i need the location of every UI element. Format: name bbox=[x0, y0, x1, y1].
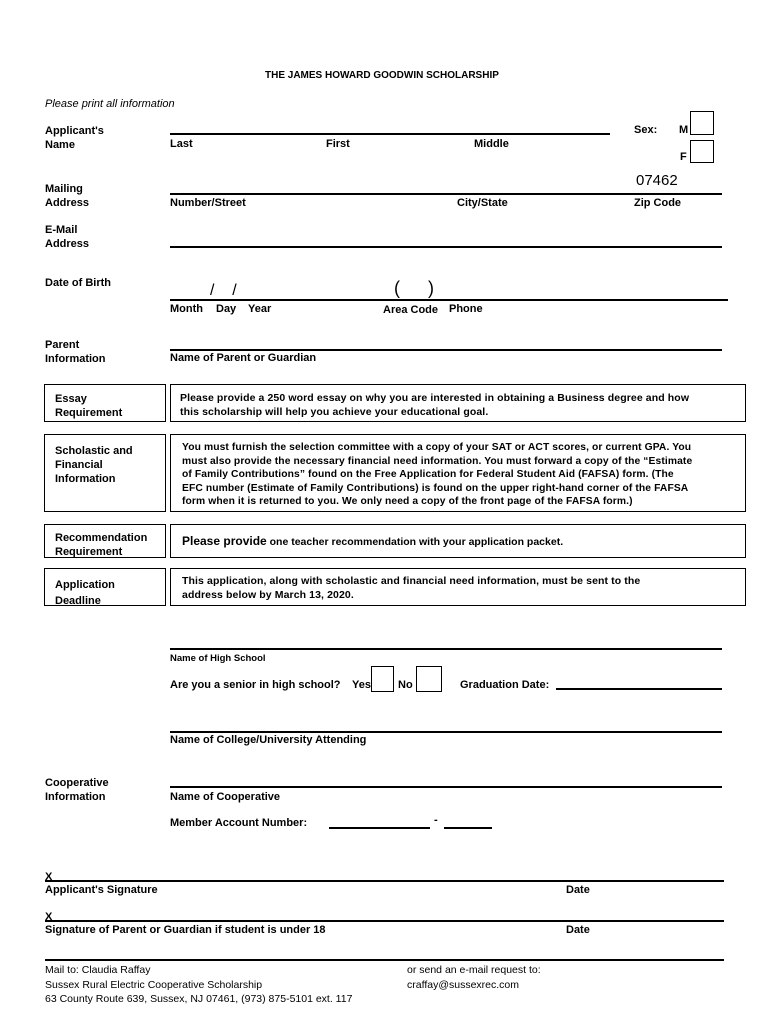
high-school-caption: Name of High School bbox=[170, 653, 266, 664]
scholastic-line2: must also provide the necessary financial need information. You must forward a copy of the “Estimate bbox=[182, 455, 693, 467]
day-caption: Day bbox=[216, 303, 237, 315]
account-number-label: Member Account Number: bbox=[170, 817, 308, 829]
applicant-date-caption: Date bbox=[566, 884, 590, 896]
scholastic-line4: EFC number (Estimate of Family Contributions) is found on the upper right-hand corner of the FAFSA bbox=[182, 482, 689, 494]
essay-line1: Please provide a 250 word essay on why you are interested in obtaining a Business degree and how bbox=[180, 392, 690, 404]
recommendation-label-line1: Recommendation bbox=[55, 532, 148, 544]
phone-caption: Phone bbox=[449, 303, 483, 315]
high-school-field[interactable] bbox=[170, 648, 722, 650]
deadline-line1: This application, along with scholastic and financial need information, must be sent to the bbox=[182, 575, 641, 587]
scholastic-label-line3: Information bbox=[55, 473, 116, 485]
parent-label-line2: Information bbox=[45, 353, 106, 365]
essay-label bbox=[55, 392, 122, 420]
parent-info-label bbox=[45, 338, 106, 366]
yes-checkbox[interactable] bbox=[371, 666, 394, 692]
cooperative-info-label bbox=[45, 776, 109, 804]
first-name-caption: First bbox=[326, 138, 350, 150]
street-caption: Number/Street bbox=[170, 197, 246, 209]
sex-label: Sex: bbox=[634, 124, 658, 136]
email-label-line1: E-Mail bbox=[45, 224, 78, 236]
graduation-date-field[interactable] bbox=[556, 688, 722, 690]
address-label-line2: Address bbox=[45, 197, 90, 209]
area-code-close-paren: ) bbox=[428, 278, 434, 298]
female-label: F bbox=[680, 151, 687, 163]
applicant-signature-x: X bbox=[45, 871, 53, 883]
deadline-text bbox=[182, 575, 640, 602]
cooperative-label-line1: Cooperative bbox=[45, 777, 109, 789]
year-caption: Year bbox=[248, 303, 272, 315]
parent-signature-field[interactable] bbox=[45, 920, 724, 922]
month-caption: Month bbox=[170, 303, 203, 315]
scholastic-line3: of Family Contributions” found on the Free Application for Federal Student Aid (FAFSA) form. (The bbox=[182, 469, 674, 480]
recommendation-label-line2: Requirement bbox=[55, 546, 123, 558]
area-code-open-paren: ( bbox=[394, 278, 400, 298]
applicant-name-field[interactable] bbox=[170, 133, 610, 135]
graduation-date-label: Graduation Date: bbox=[460, 679, 550, 691]
applicant-name-label bbox=[45, 124, 104, 152]
scholastic-label-line1: Scholastic and bbox=[55, 445, 133, 457]
scholastic-line1: You must furnish the selection committee with a copy of your SAT or ACT scores, or current GPA. You bbox=[182, 442, 692, 453]
email-request-line: or send an e-mail request to: bbox=[407, 964, 541, 976]
dob-slashes: / / bbox=[210, 282, 237, 299]
footer-divider bbox=[45, 959, 724, 961]
middle-name-caption: Middle bbox=[474, 138, 509, 150]
parent-label-line1: Parent bbox=[45, 339, 80, 351]
recommendation-text-lead: Please provide bbox=[182, 534, 267, 548]
yes-label: Yes bbox=[352, 679, 371, 691]
mail-line3: 63 County Route 639, Sussex, NJ 07461, (973) 875-5101 ext. 117 bbox=[45, 993, 353, 1005]
parent-date-caption: Date bbox=[566, 924, 590, 936]
no-label: No bbox=[398, 679, 413, 691]
account-number-field-2[interactable] bbox=[444, 827, 492, 829]
male-label: M bbox=[679, 124, 689, 136]
applicant-label-line2: Name bbox=[45, 139, 75, 151]
recommendation-text-rest: one teacher recommendation with your application packet. bbox=[266, 536, 564, 548]
email-field[interactable] bbox=[170, 246, 722, 248]
mail-line1: Mail to: Claudia Raffay bbox=[45, 964, 151, 976]
deadline-line2: address below by March 13, 2020. bbox=[182, 588, 354, 601]
account-number-dash: - bbox=[434, 814, 438, 826]
deadline-label bbox=[55, 577, 115, 609]
applicant-signature-caption: Applicant's Signature bbox=[45, 884, 158, 896]
parent-signature-caption: Signature of Parent or Guardian if student is under 18 bbox=[45, 924, 326, 936]
essay-label-line2: Requirement bbox=[55, 407, 123, 419]
mail-line2: Sussex Rural Electric Cooperative Scholarship bbox=[45, 978, 263, 991]
page-title: THE JAMES HOWARD GOODWIN SCHOLARSHIP bbox=[265, 70, 499, 81]
senior-question: Are you a senior in high school? bbox=[170, 679, 341, 691]
no-checkbox[interactable] bbox=[416, 666, 442, 692]
female-checkbox[interactable] bbox=[690, 140, 714, 163]
address-label-line1: Mailing bbox=[45, 183, 83, 195]
deadline-label-line2: Deadline bbox=[55, 595, 101, 607]
zip-caption: Zip Code bbox=[634, 197, 682, 209]
recommendation-label bbox=[55, 531, 147, 559]
college-caption: Name of College/University Attending bbox=[170, 734, 367, 746]
applicant-label-line1: Applicant's bbox=[45, 125, 104, 137]
applicant-signature-field[interactable] bbox=[45, 880, 724, 882]
scholastic-line5: form when it is returned to you. We only need a copy of the front page of the FAFSA form.) bbox=[182, 496, 633, 507]
recommendation-text bbox=[182, 534, 563, 548]
zip-value[interactable]: 07462 bbox=[636, 172, 678, 189]
cooperative-label-line2: Information bbox=[45, 791, 106, 803]
account-number-field-1[interactable] bbox=[329, 827, 430, 829]
instruction-text: Please print all information bbox=[45, 98, 175, 110]
last-name-caption: Last bbox=[170, 138, 193, 150]
dob-label: Date of Birth bbox=[45, 277, 111, 289]
male-checkbox[interactable] bbox=[690, 111, 714, 135]
email-label-line2: Address bbox=[45, 238, 90, 250]
area-code-caption: Area Code bbox=[383, 304, 439, 316]
college-field[interactable] bbox=[170, 731, 722, 733]
email-address[interactable]: craffay@sussexrec.com bbox=[407, 978, 519, 991]
essay-line2: this scholarship will help you achieve your educational goal. bbox=[180, 405, 489, 418]
parent-name-caption: Name of Parent or Guardian bbox=[170, 352, 317, 364]
scholastic-text bbox=[182, 441, 692, 509]
mailing-address-label bbox=[45, 182, 89, 210]
parent-name-field[interactable] bbox=[170, 349, 722, 351]
mail-to-block bbox=[45, 963, 352, 1007]
city-caption: City/State bbox=[457, 197, 508, 209]
address-field[interactable] bbox=[170, 193, 722, 195]
parent-signature-x: X bbox=[45, 911, 53, 923]
dob-phone-field[interactable] bbox=[170, 299, 728, 301]
cooperative-name-field[interactable] bbox=[170, 786, 722, 788]
essay-text bbox=[180, 392, 689, 419]
deadline-label-line1: Application bbox=[55, 579, 115, 591]
email-label bbox=[45, 223, 89, 251]
email-request-block bbox=[407, 963, 541, 992]
essay-label-line1: Essay bbox=[55, 393, 87, 405]
scholastic-label bbox=[55, 444, 133, 486]
scholastic-label-line2: Financial bbox=[55, 459, 103, 471]
cooperative-name-caption: Name of Cooperative bbox=[170, 791, 281, 803]
